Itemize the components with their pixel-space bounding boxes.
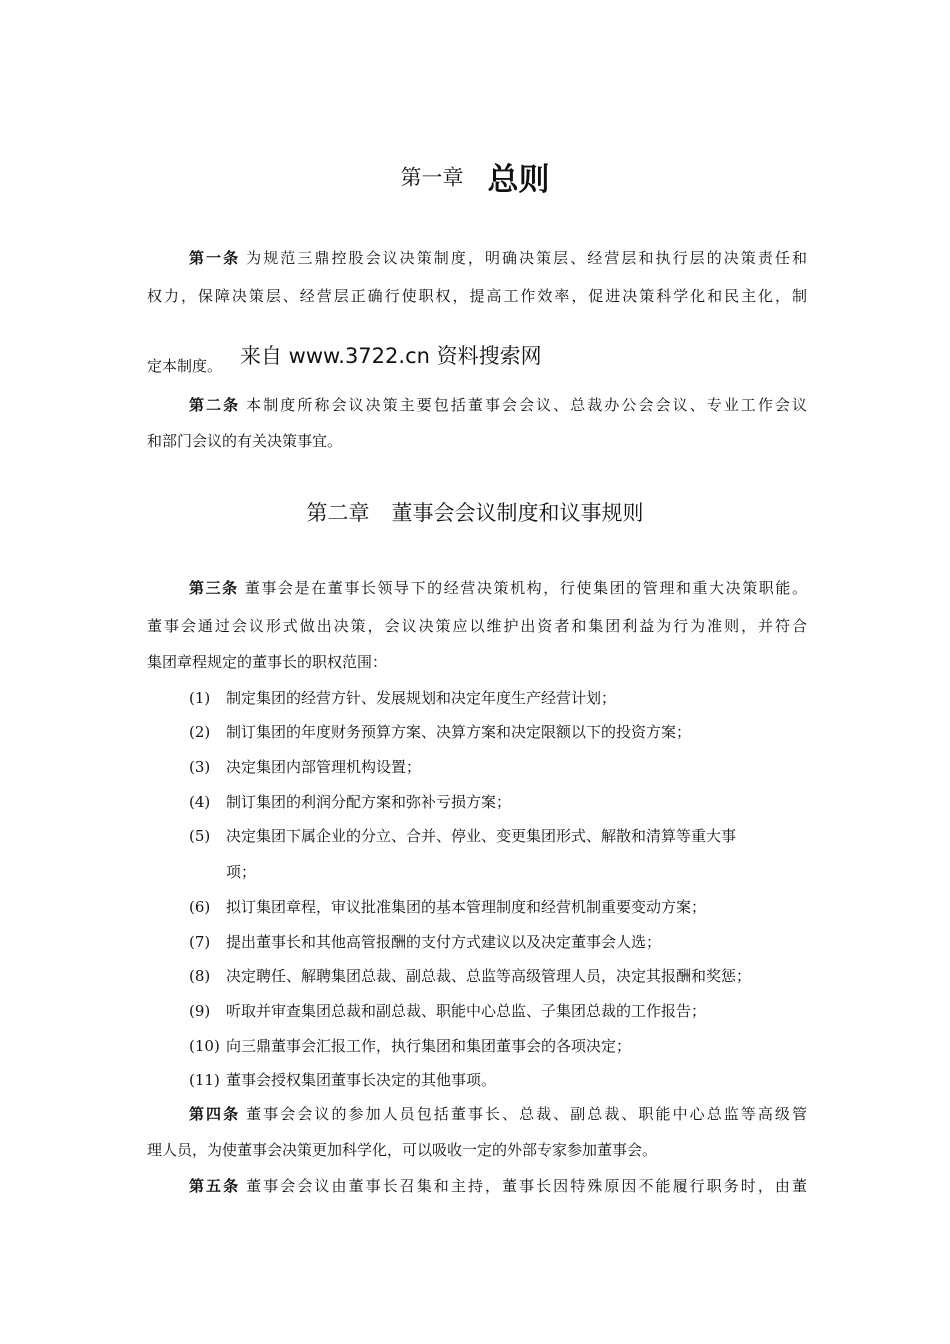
article-1-line-3: 定本制度。 [147, 357, 223, 375]
watermark-text: 来自 www.3722.cn 资料搜索网 [240, 344, 542, 368]
list-item: (11) 董事会授权集团董事长决定的其他事项。 [189, 1071, 497, 1089]
article-4-line-2: 理人员，为使董事会决策更加科学化，可以吸收一定的外部专家参加董事会。 [147, 1141, 658, 1159]
chapter-1-number: 第一章 [400, 165, 464, 190]
article-3-line-1: 第三条 董事会是在董事长领导下的经营决策机构，行使集团的管理和重大决策职能。 [189, 579, 807, 597]
chapter-2-heading [0, 497, 950, 527]
article-4-line-1: 第四条 董事会会议的参加人员包括董事长、总裁、副总裁、职能中心总监等高级管 [189, 1105, 807, 1123]
article-2-line-2: 和部门会议的有关决策事宜。 [147, 432, 343, 450]
list-item: (6) 拟订集团章程，审议批准集团的基本管理制度和经营机制重要变动方案； [189, 898, 707, 916]
list-item: (7) 提出董事长和其他高管报酬的支付方式建议以及决定董事会人选； [189, 933, 662, 951]
chapter-2-title: 董事会会议制度和议事规则 [391, 501, 644, 525]
article-5-line-1: 第五条 董事会会议由董事长召集和主持，董事长因特殊原因不能履行职务时，由董 [189, 1177, 807, 1195]
list-item: (5) 决定集团下属企业的分立、合并、停业、变更集团形式、解散和清算等重大事 [189, 827, 737, 845]
article-1-line-1: 第一条 为规范三鼎控股会议决策制度，明确决策层、经营层和执行层的决策责任和 [189, 249, 807, 267]
article-2-line-1: 第二条 本制度所称会议决策主要包括董事会会议、总裁办公会会议、专业工作会议 [189, 396, 807, 414]
chapter-2-number: 第二章 [306, 501, 370, 525]
list-item: (3) 决定集团内部管理机构设置； [189, 758, 422, 776]
article-1-label: 第一条 [189, 249, 241, 267]
list-item: (10) 向三鼎董事会汇报工作，执行集团和集团董事会的各项决定； [189, 1037, 632, 1055]
article-3-line-2: 董事会通过会议形式做出决策，会议决策应以维护出资者和集团利益为行为准则，并符合 [147, 617, 807, 635]
chapter-1-heading [0, 154, 950, 199]
chapter-1-title: 总则 [487, 162, 550, 198]
article-3-line-3: 集团章程规定的董事长的职权范围： [147, 653, 388, 671]
list-item: (9) 听取并审查集团总裁和副总裁、职能中心总监、子集团总裁的工作报告； [189, 1002, 707, 1020]
list-item: (1) 制定集团的经营方针、发展规划和决定年度生产经营计划； [189, 689, 617, 707]
article-4-label: 第四条 [189, 1105, 241, 1123]
list-item: (8) 决定聘任、解聘集团总裁、副总裁、总监等高级管理人员，决定其报酬和奖惩； [189, 967, 752, 985]
list-item-continuation: 项； [226, 863, 257, 881]
article-1-line-2: 权力，保障决策层、经营层正确行使职权，提高工作效率，促进决策科学化和民主化，制 [147, 287, 807, 305]
article-3-label: 第三条 [189, 579, 239, 597]
list-item: (4) 制订集团的利润分配方案和弥补亏损方案； [189, 793, 512, 811]
article-2-label: 第二条 [189, 396, 241, 414]
article-5-label: 第五条 [189, 1177, 241, 1195]
list-item: (2) 制订集团的年度财务预算方案、决算方案和决定限额以下的投资方案； [189, 723, 692, 741]
